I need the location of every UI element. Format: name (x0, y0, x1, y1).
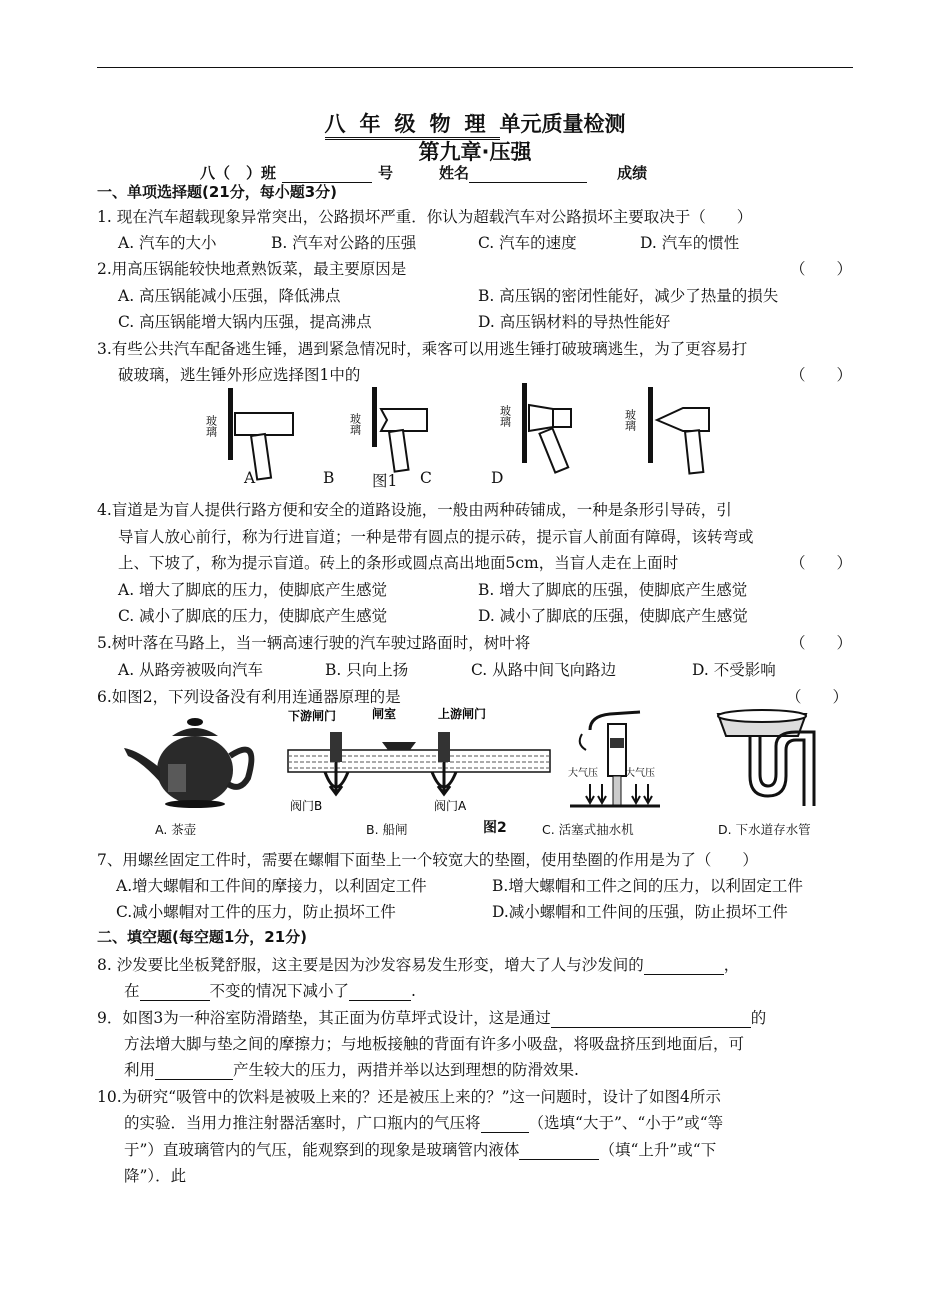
q10-blank-1[interactable] (481, 1116, 529, 1133)
label-lower-gate: 下游闸门 (288, 709, 337, 723)
q3-line2: 破玻璃，逃生锤外形应选择图1中的 (118, 366, 361, 384)
q7-option-b[interactable]: B.增大螺帽和工件之间的压力，以利固定工件 (492, 877, 803, 895)
label-atm-1: 大气压 (568, 768, 598, 779)
q2-option-b[interactable]: B. 高压锅的密闭性能好，减少了热量的损失 (478, 287, 779, 305)
class-prefix: 八（ (200, 164, 231, 182)
exam-title (0, 108, 950, 138)
q10-line3 (124, 1138, 716, 1160)
hammer-a[interactable] (205, 388, 293, 480)
q8-text-3: 在 (124, 982, 140, 1000)
q10-line2 (124, 1111, 723, 1133)
q10-text-5: （填“上升”或“下 (599, 1141, 717, 1159)
q10-line4: 降”）．此 (124, 1167, 187, 1185)
glass-label-c: 玻璃 (498, 405, 512, 427)
q9-text-1: 9．如图3为一种浴室防滑踏垫，其正面为仿草坪式设计，这是通过 (97, 1009, 551, 1027)
fig2-caption-a: A. 茶壶 (155, 822, 197, 837)
chapter-title: 第九章·压强 (418, 140, 532, 164)
fig1-label-b: B (323, 469, 335, 487)
q2-option-a[interactable]: A. 高压锅能减小压强，降低沸点 (118, 287, 341, 305)
q4-line1: 4.盲道是为盲人提供行路方便和安全的道路设施，一般由两种砖铺成，一种是条形引导砖，引 (97, 501, 732, 519)
q4-paren: （ ） (790, 554, 853, 572)
q10-blank-2[interactable] (519, 1143, 599, 1160)
q5-option-a[interactable]: A. 从路旁被吸向汽车 (118, 661, 264, 679)
q1-option-c[interactable]: C. 汽车的速度 (478, 234, 577, 252)
q7-option-d[interactable]: D.减小螺帽和工件间的压强，防止损坏工件 (492, 903, 788, 921)
q5-option-b[interactable]: B. 只向上扬 (325, 661, 409, 679)
q2-stem: 2.用高压锅能较快地煮熟饭菜，最主要原因是 (97, 260, 407, 278)
glass-label-d: 玻璃 (623, 409, 637, 431)
q5-paren: （ ） (790, 634, 853, 652)
fig1-label-a: A (244, 469, 256, 487)
q9-blank-2[interactable] (155, 1063, 233, 1080)
q4-line2: 导盲人放心前行，称为行进盲道；一种是带有圆点的提示砖，提示盲人前面有障碍，该转弯或 (118, 528, 754, 546)
fig1-label-c: C (420, 469, 432, 487)
ship-lock-diagram[interactable] (288, 706, 550, 813)
q8-text-4: 不变的情况下减小了 (209, 982, 350, 1000)
q8-text-5: . (411, 982, 416, 1000)
q4-option-b[interactable]: B. 增大了脚底的压强，使脚底产生感觉 (478, 581, 748, 599)
info-line (200, 162, 647, 183)
class-suffix: ）班 (246, 164, 277, 182)
fig2-caption-b: B. 船闸 (366, 822, 408, 837)
q9-blank-1[interactable] (551, 1011, 751, 1028)
q2-paren: （ ） (790, 260, 853, 278)
label-valve-b: 阀门B (290, 799, 323, 813)
q2-option-c[interactable]: C. 高压锅能增大锅内压强，提高沸点 (118, 313, 372, 331)
q8-text-2: ， (723, 956, 740, 974)
q9-text-4: 利用 (124, 1061, 156, 1079)
q4-line3: 上、下坡了，称为提示盲道。砖上的条形或圆点高出地面5cm，当盲人走在上面时 (118, 554, 679, 572)
q6-paren: （ ） (786, 688, 849, 706)
fig2-caption: 图2 (483, 820, 507, 836)
q8-blank-3[interactable] (349, 984, 411, 1001)
q1-stem: 1. 现在汽车超载现象异常突出，公路损坏严重．你认为超载汽车对公路损坏主要取决于（ ） (97, 208, 753, 226)
q10-line1: 10.为研究“吸管中的饮料是被吸上来的？还是被压上来的？”这一问题时，设计了如图4所示 (97, 1088, 721, 1106)
figure-1-hammers (205, 383, 725, 488)
q4-option-c[interactable]: C. 减小了脚底的压力，使脚底产生感觉 (118, 607, 388, 625)
q2-option-d[interactable]: D. 高压锅材料的导热性能好 (478, 313, 671, 331)
number-label: 号 (378, 164, 394, 182)
label-atm-2: 大气压 (625, 768, 655, 779)
label-upper-gate: 上游闸门 (438, 707, 487, 721)
top-rule (97, 67, 853, 68)
q1-option-b[interactable]: B. 汽车对公路的压强 (271, 234, 417, 252)
hammer-c[interactable] (499, 383, 572, 473)
piston-pump-diagram[interactable] (568, 712, 660, 806)
q5-stem: 5.树叶落在马路上，当一辆高速行驶的汽车驶过路面时，树叶将 (97, 634, 531, 652)
hammer-d[interactable] (624, 387, 710, 474)
q9-line1 (97, 1006, 766, 1028)
q8-text-1: 8. 沙发要比坐板凳舒服，这主要是因为沙发容易发生形变，增大了人与沙发间的 (97, 956, 644, 974)
q4-option-d[interactable]: D. 减小了脚底的压强，使脚底产生感觉 (478, 607, 748, 625)
q6-stem: 6.如图2，下列设备没有利用连通器原理的是 (97, 688, 401, 706)
q10-text-3: （选填“大于”、“小于”或“等 (528, 1114, 724, 1132)
hammer-b[interactable] (349, 387, 428, 472)
score-label: 成绩 (617, 164, 648, 182)
fig2-caption-d: D. 下水道存水管 (718, 822, 811, 837)
glass-label-a: 玻璃 (205, 415, 218, 437)
q1-option-d[interactable]: D. 汽车的惯性 (640, 234, 740, 252)
section-1-heading: 一、单项选择题(21分，每小题3分) (97, 183, 338, 201)
q7-option-c[interactable]: C.减小螺帽对工件的压力，防止损坏工件 (116, 903, 396, 921)
fig1-label-d: D (491, 469, 504, 487)
fig2-caption-c: C. 活塞式抽水机 (542, 822, 634, 837)
name-blank[interactable] (469, 166, 587, 183)
q7-option-a[interactable]: A.增大螺帽和工件间的摩接力，以利固定工件 (116, 877, 427, 895)
q3-line1: 3.有些公共汽车配备逃生锤，遇到紧急情况时，乘客可以用逃生锤打破玻璃逃生，为了更容易打 (97, 340, 748, 358)
fig1-caption: 图1 (372, 472, 398, 490)
section-2-heading: 二、填空题(每空题1分，21分) (97, 928, 308, 946)
q1-option-a[interactable]: A. 汽车的大小 (118, 234, 217, 252)
q5-option-c[interactable]: C. 从路中间飞向路边 (471, 661, 617, 679)
q5-option-d[interactable]: D. 不受影响 (692, 661, 776, 679)
teapot-image[interactable] (124, 718, 251, 808)
label-chamber: 闸室 (372, 707, 397, 721)
q8-blank-1[interactable] (644, 958, 724, 975)
q8-line1 (97, 953, 739, 975)
drain-trap-diagram[interactable] (718, 710, 814, 806)
q10-text-2: 的实验．当用力推注射器活塞时，广口瓶内的气压将 (124, 1114, 481, 1132)
q9-text-5: 产生较大的压力，两措并举以达到理想的防滑效果. (233, 1061, 579, 1079)
label-valve-a: 阀门A (434, 799, 467, 813)
q9-line2: 方法增大脚与垫之间的摩擦力；与地板接触的背面有许多小吸盘，将吸盘挤压到地面后，可 (124, 1035, 745, 1053)
name-label: 姓名 (439, 164, 470, 182)
q3-paren: （ ） (790, 366, 853, 384)
grade-title: 八年级物理 (325, 112, 500, 140)
q9-text-2: 的 (750, 1009, 767, 1027)
title-rest: 单元质量检测 (499, 112, 626, 136)
q10-text-4: 于”）直玻璃管内的气压，能观察到的现象是玻璃管内液体 (124, 1141, 520, 1159)
q9-line3 (124, 1058, 579, 1080)
figure-2-devices (120, 706, 850, 816)
glass-label-b: 玻璃 (348, 413, 362, 435)
q8-blank-2[interactable] (140, 984, 210, 1001)
q8-line2 (124, 979, 416, 1001)
q4-option-a[interactable]: A. 增大了脚底的压力，使脚底产生感觉 (118, 581, 388, 599)
q7-stem: 7、用螺丝固定工件时，需要在螺帽下面垫上一个较宽大的垫圈，使用垫圈的作用是为了（ ） (97, 851, 758, 869)
